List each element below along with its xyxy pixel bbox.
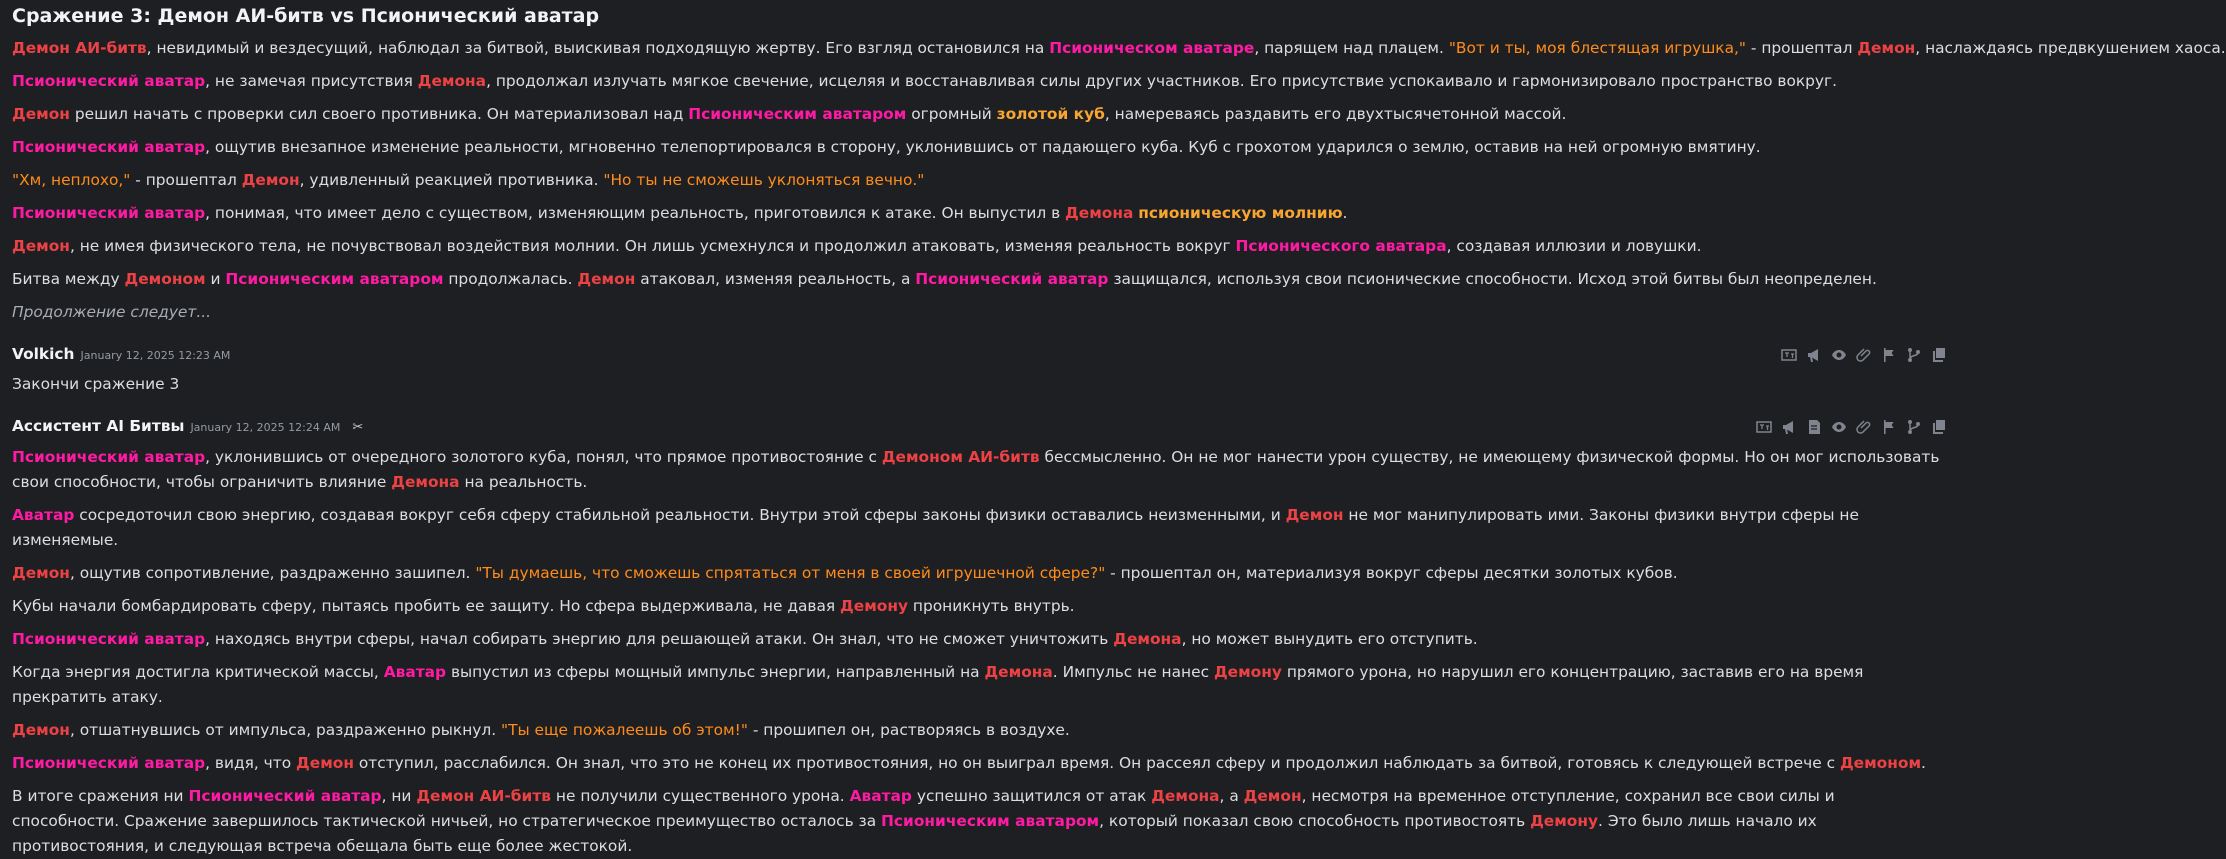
text-segment: В итоге сражения ни [12,787,189,805]
message-timestamp: January 12, 2025 12:23 AM [80,349,231,362]
quote-text: "Вот и ты, моя блестящая игрушка," [1448,39,1747,57]
text-segment: , удивленный реакцией противника. [299,171,604,189]
avatar-name: Псионический аватар [12,630,206,648]
quote-text: "Ты еще пожалеешь об этом!" [500,721,748,739]
branch-icon[interactable] [1905,346,1922,363]
avatar-name: Псионический аватар [12,72,206,90]
flag-icon[interactable] [1880,418,1897,435]
text-segment: . Это было лишь начало их противостояния, и следующая встреча обещала быть еще более жестокой. [12,812,1817,855]
text-segment: . [1342,204,1348,222]
text-segment: защищался, используя свои псионические способности. Исход этой битвы был неопределен. [1108,270,1877,288]
message-actions [1780,346,1947,363]
paragraph [12,561,1942,586]
paragraph [12,445,1942,495]
demon-name: Демон [12,105,70,123]
paragraph [12,660,1942,710]
quote-text: "Но ты не сможешь уклоняться вечно." [603,171,925,189]
text-segment: , понимая, что имеет дело с существом, изменяющим реальность, приготовился к атаке. Он выпустил в [205,204,1066,222]
text-segment: отступил, расслабился. Он знал, что это не конец их противостояния, но он выиграл время. Он рассеял сферу и продолжил наблюдать за битвой, готовясь к следующей встрече с [353,754,1840,772]
demon-name: Демоном [1839,754,1922,772]
text-segment: , уклонившись от очередного золотого куба, понял, что прямое противостояние с [205,448,882,466]
demon-name: Демон [241,171,300,189]
demon-name: Демон АИ-битв [416,787,551,805]
note-icon[interactable] [1805,418,1822,435]
paperclip-icon[interactable] [1855,418,1872,435]
demon-name: Демона [1065,204,1134,222]
megaphone-icon[interactable] [1780,418,1797,435]
text-segment: и [205,270,226,288]
text-segment: прямого урона, но нарушил его концентрацию, заставив его на время прекратить атаку. [12,663,1864,706]
text-segment: продолжалась. [443,270,578,288]
text-segment: проникнуть внутрь. [908,597,1075,615]
flag-icon[interactable] [1880,346,1897,363]
demon-name: Демону [1530,812,1599,830]
avatar-name: Псионическим аватаром [688,105,907,123]
text-segment: , не замечая присутствия [205,72,418,90]
message-timestamp: January 12, 2025 12:24 AM [190,421,341,434]
paragraph [12,201,1959,226]
demon-name: Демон [12,564,70,582]
text-segment: , видя, что [205,754,297,772]
text-segment: , ощутив сопротивление, раздраженно зашипел. [69,564,476,582]
message-header [12,415,1959,439]
text-segment: , который показал свою способность противостоять [1099,812,1531,830]
demon-name: Демон [1285,506,1344,524]
text-segment: , продолжал излучать мягкое свечение, исцеляя и восстанавливая силы других участников. Его присутствие успокаивало и гармонизировало пространство вокруг. [486,72,1838,90]
section-title: Сражение 3: Демон АИ-битв vs Псионический аватар [12,5,600,27]
demon-name: Демон АИ-битв [12,39,147,57]
demon-name: Демон [1857,39,1916,57]
paragraph [12,69,1959,94]
eye-icon[interactable] [1830,346,1847,363]
author-name[interactable]: Ассистент AI Битвы [12,417,185,435]
avatar-name: Аватар [383,663,447,681]
paragraph [12,594,1942,619]
text-segment: , парящем над плацем. [1254,39,1449,57]
paragraph [12,168,1959,193]
text-segment: бессмысленно. Он не мог нанести урон существу, не имеющему физической формы. Но он мог использовать свои способности, чтобы ограничить влияние [12,448,1940,491]
text-segment: Битва между [12,270,125,288]
demon-name: Демон [12,721,70,739]
paragraph [12,784,1942,859]
paragraph [12,300,1959,325]
text-segment: , невидимый и вездесущий, наблюдал за битвой, выискивая подходящую жертву. Его взгляд остановился на [146,39,1050,57]
text-segment: решил начать с проверки сил своего противника. Он материализовал над [69,105,689,123]
text-segment: - прошептал он, материализуя вокруг сферы десятки золотых кубов. [1105,564,1678,582]
demon-name: Демон [12,237,70,255]
paragraph [12,751,1942,776]
translate-icon[interactable] [1755,418,1772,435]
text-segment: , отшатнувшись от импульса, раздраженно рыкнул. [69,721,501,739]
author-name[interactable]: Volkich [12,345,75,363]
avatar-name: Аватар [849,787,912,805]
avatar-name: Псионический аватар [12,754,206,772]
paragraph [12,718,1942,743]
text-segment: , а [1219,787,1244,805]
text-segment: выпустил из сферы мощный импульс энергии, направленный на [446,663,985,681]
text-segment: , несмотря на временное отступление, сохранил все свои силы и способности. Сражение завершилось тактической ничьей, но стратегическое преимущество осталось за [12,787,1835,830]
copy-icon[interactable] [1930,346,1947,363]
demon-name: Демона [984,663,1053,681]
text-segment: не получили существенного урона. [551,787,850,805]
text-segment: , но может вынудить его отступить. [1181,630,1478,648]
demon-name: Демон [577,270,636,288]
avatar-name: Псионическим аватаром [225,270,444,288]
text-segment: Кубы начали бомбардировать сферу, пытаясь пробить ее защиту. Но сфера выдерживала, не давая [12,597,841,615]
text-segment: , находясь внутри сферы, начал собирать энергию для решающей атаки. Он знал, что не сможет уничтожить [205,630,1114,648]
text-segment: Когда энергия достигла критической массы, [12,663,384,681]
text-segment: , ощутив внезапное изменение реальности, мгновенно телепортировался в сторону, уклонившись от падающего куба. Куб с грохотом ударился о землю, оставив на ней огромную вмятину. [205,138,1761,156]
text-segment: - прошептал [1746,39,1858,57]
demon-name: Демона [1151,787,1220,805]
text-segment: - прошептал [130,171,242,189]
megaphone-icon[interactable] [1805,346,1822,363]
branch-icon[interactable] [1905,418,1922,435]
paragraph [12,36,2226,61]
message-header [12,343,1959,367]
paragraph [12,267,1959,292]
avatar-name: Псионическом аватаре [1049,39,1255,57]
text-segment: , ни [381,787,417,805]
message-actions [1755,418,1947,435]
paragraph [12,102,1959,127]
text-segment: , наслаждаясь предвкушением хаоса. [1915,39,2226,57]
text-segment: , намереваясь раздавить его двухтысячетонной массой. [1104,105,1567,123]
text-segment: . Импульс не нанес [1052,663,1214,681]
demon-name: Демон [1243,787,1302,805]
avatar-name: Псионический аватар [915,270,1109,288]
avatar-name: Псионический аватар [12,204,206,222]
text-segment: на реальность. [459,473,588,491]
highlight-term: золотой куб [996,105,1105,123]
bot-message [12,415,1959,859]
avatar-name: Псионического аватара [1235,237,1447,255]
message-body [12,445,1959,859]
text-segment: - прошипел он, растворяясь в воздухе. [747,721,1070,739]
tools-icon: ✂ [352,420,364,435]
avatar-name: Псионический аватар [12,138,206,156]
demon-name: Демоном [124,270,206,288]
demon-name: Демона [417,72,487,90]
avatar-name: Псионический аватар [188,787,382,805]
paragraph [12,627,1942,652]
paragraph [12,234,1959,259]
text-segment: атаковал, изменяя реальность, а [635,270,916,288]
paperclip-icon[interactable] [1855,346,1872,363]
text-segment: . [1921,754,1926,772]
section-body [12,36,2226,325]
translate-icon[interactable] [1780,346,1797,363]
demon-name: Демону [840,597,909,615]
demon-name: Демона [1113,630,1182,648]
text-segment: сосредоточил свою энергию, создавая вокруг себя сферу стабильной реальности. Внутри этой сферы законы физики оставались неизменными, и [74,506,1286,524]
text-segment: успешно защитился от атак [911,787,1152,805]
avatar-name: Аватар [12,506,75,524]
avatar-name: Псионический аватар [12,448,206,466]
message-text: Закончи сражение 3 [12,375,180,393]
text-segment: огромный [906,105,997,123]
paragraph [12,503,1942,553]
avatar-name: Псионическим аватаром [881,812,1100,830]
user-message [12,343,1959,395]
text-segment: не мог манипулировать ими. Законы физики внутри сферы не изменяемые. [12,506,1859,549]
demon-name: Демон [296,754,354,772]
highlight-term: псионическую молнию [1138,204,1343,222]
quote-text: "Ты думаешь, что сможешь спрятаться от меня в своей игрушечной сфере?" [475,564,1106,582]
eye-icon[interactable] [1830,418,1847,435]
text-segment: , не имея физического тела, не почувствовал воздействия молнии. Он лишь усмехнулся и продолжил атаковать, изменяя реальность вокруг [69,237,1236,255]
italic-text: Продолжение следует... [12,303,212,321]
copy-icon[interactable] [1930,418,1947,435]
demon-name: Демона [391,473,460,491]
demon-name: Демоном АИ-битв [881,448,1040,466]
paragraph [12,135,1959,160]
text-segment: , создавая иллюзии и ловушки. [1446,237,1702,255]
demon-name: Демону [1213,663,1282,681]
quote-text: "Хм, неплохо," [12,171,131,189]
